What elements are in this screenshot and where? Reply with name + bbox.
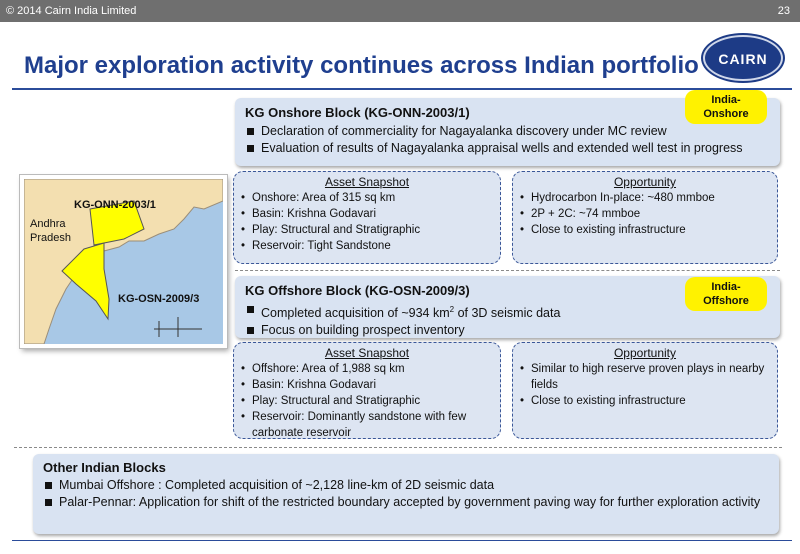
page-number: 23 [777, 5, 790, 17]
offshore-opportunity-item: • Close to existing infrastructure [520, 395, 686, 407]
onshore-bullet-1: Declaration of commerciality for Nagayalanka discovery under MC review [245, 123, 772, 140]
onshore-opportunity-item: • 2P + 2C: ~74 mmboe [520, 208, 641, 220]
other-blocks-panel [33, 454, 779, 534]
offshore-bullet-2: Focus on building prospect inventory [245, 322, 772, 339]
onshore-asset-snapshot [233, 171, 501, 264]
top-bar [0, 0, 800, 22]
section-separator [14, 447, 782, 448]
india-onshore-badge: India- Onshore [685, 90, 767, 124]
map-label-onn: KG-ONN-2003/1 [74, 199, 156, 211]
onshore-opportunity-item: • Hydrocarbon In-place: ~480 mmboe [520, 192, 715, 204]
onshore-bullet-2: Evaluation of results of Nagayalanka appraisal wells and extended well test in progress [245, 140, 772, 157]
india-offshore-badge: India- Offshore [685, 277, 767, 311]
cairn-logo [703, 35, 783, 81]
onshore-asset-item: • Reservoir: Tight Sandstone [241, 240, 391, 252]
onshore-asset-item: • Onshore: Area of 315 sq km [241, 192, 396, 204]
footer-divider [12, 540, 792, 541]
map-label-andhra: Andhra [30, 218, 66, 230]
section-separator [235, 270, 780, 271]
offshore-asset-item: • Offshore: Area of 1,988 sq km [241, 363, 405, 375]
other-blocks-heading: Other Indian Blocks [43, 460, 166, 475]
onshore-opportunity-item: • Close to existing infrastructure [520, 224, 686, 236]
offshore-asset-snapshot [233, 342, 501, 439]
onshore-asset-item: • Play: Structural and Stratigraphic [241, 224, 421, 236]
kg-basin-map [20, 175, 227, 348]
other-bullet-1: Mumbai Offshore : Completed acquisition of ~2,128 line-km of 2D seismic data [43, 477, 771, 494]
onshore-bullets [245, 123, 772, 157]
offshore-bullet-1: Completed acquisition of ~934 $km^2$ of 3D seismic data [245, 301, 772, 322]
map-label-pradesh: Pradesh [30, 232, 71, 244]
offshore-asset-item: • Basin: Krishna Godavari [241, 379, 377, 391]
onshore-asset-item: • Basin: Krishna Godavari [241, 208, 377, 220]
offshore-heading: KG Offshore Block (KG-OSN-2009/3) [245, 283, 470, 298]
title-divider [12, 88, 792, 90]
logo-text: CAIRN [718, 51, 768, 67]
map-label-osn: KG-OSN-2009/3 [118, 293, 200, 305]
offshore-asset-item: • Play: Structural and Stratigraphic [241, 395, 421, 407]
offshore-asset-heading: Asset Snapshot [324, 346, 410, 360]
offshore-opportunity-item: • Similar to high reserve proven plays in nearby fields [520, 363, 765, 391]
offshore-opportunity [512, 342, 778, 439]
offshore-opportunity-heading: Opportunity [613, 346, 677, 360]
onshore-heading: KG Onshore Block (KG-ONN-2003/1) [245, 105, 470, 120]
page-title: Major exploration activity continues across Indian portfolio [24, 52, 699, 79]
copyright-text: © 2014 Cairn India Limited [6, 5, 137, 17]
offshore-asset-item: • Reservoir: Dominantly sandstone with few carbonate reservoir [241, 411, 467, 439]
onshore-asset-heading: Asset Snapshot [324, 175, 410, 189]
other-bullet-2: Palar-Pennar: Application for shift of the restricted boundary accepted by government paving way for further exploration activity [43, 494, 771, 511]
onshore-opportunity [512, 171, 778, 264]
other-blocks-bullets [43, 477, 771, 511]
onshore-opportunity-heading: Opportunity [613, 175, 677, 189]
